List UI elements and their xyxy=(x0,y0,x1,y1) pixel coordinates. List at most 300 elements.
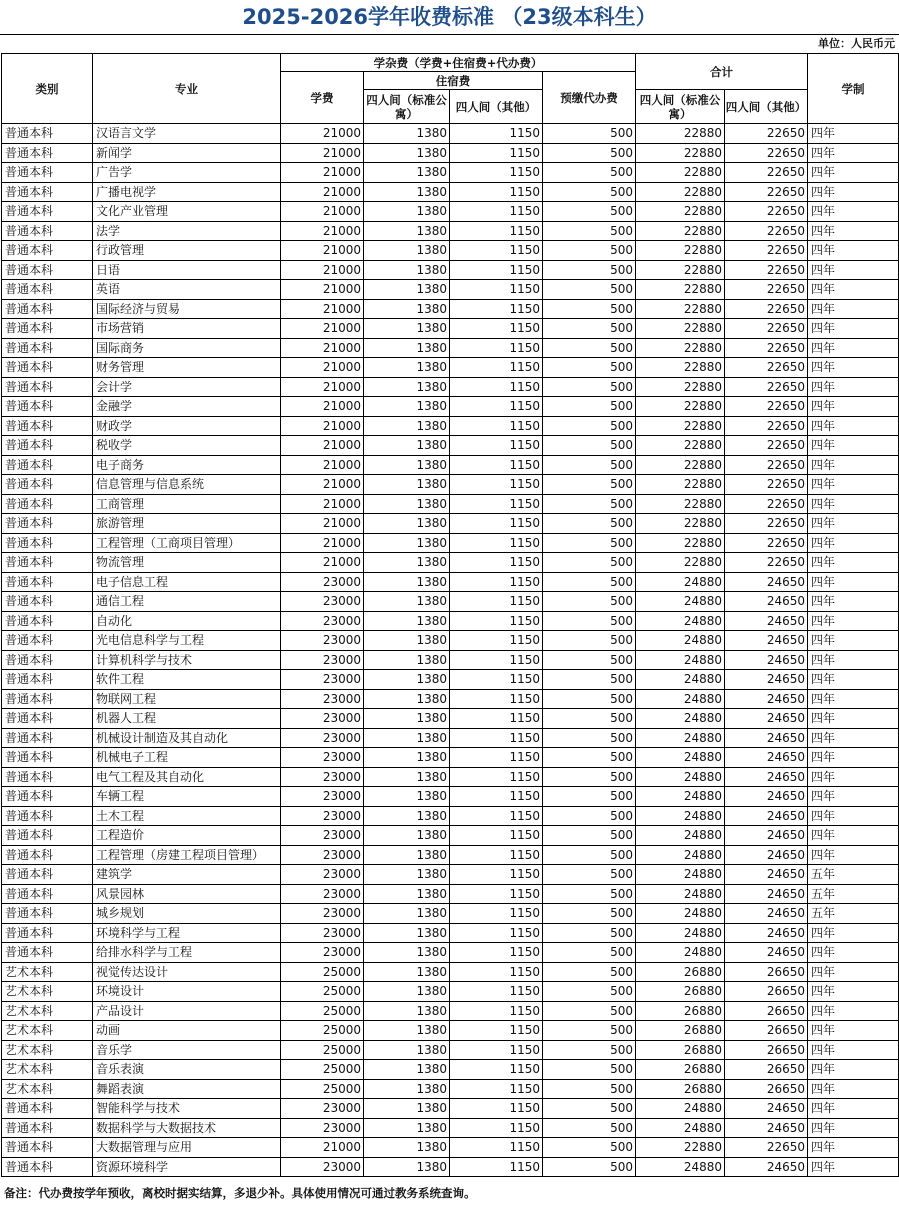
dorm-other-cell: 1150 xyxy=(450,1021,543,1041)
tuition-cell: 23000 xyxy=(281,1157,364,1177)
table-row xyxy=(2,475,899,495)
total-other-cell: 24650 xyxy=(725,689,808,709)
major-cell: 环境设计 xyxy=(93,982,281,1002)
dorm-other-cell: 1150 xyxy=(450,533,543,553)
dorm-other-cell: 1150 xyxy=(450,728,543,748)
category-cell: 普通本科 xyxy=(2,299,93,319)
tuition-cell: 21000 xyxy=(281,338,364,358)
major-cell: 机械电子工程 xyxy=(93,748,281,768)
dorm-standard-cell: 1380 xyxy=(364,260,450,280)
total-other-cell: 22650 xyxy=(725,299,808,319)
major-cell: 舞蹈表演 xyxy=(93,1079,281,1099)
tuition-cell: 21000 xyxy=(281,533,364,553)
tuition-cell: 21000 xyxy=(281,475,364,495)
category-cell: 普通本科 xyxy=(2,1157,93,1177)
table-row xyxy=(2,904,899,924)
dorm-standard-cell: 1380 xyxy=(364,650,450,670)
duration-cell: 四年 xyxy=(808,923,899,943)
total-standard-cell: 24880 xyxy=(636,670,725,690)
duration-cell: 四年 xyxy=(808,1060,899,1080)
dorm-standard-cell: 1380 xyxy=(364,611,450,631)
dorm-standard-cell: 1380 xyxy=(364,416,450,436)
category-cell: 艺术本科 xyxy=(2,1060,93,1080)
header-duration: 学制 xyxy=(808,54,899,124)
prepaid-cell: 500 xyxy=(543,1138,636,1158)
table-row xyxy=(2,670,899,690)
total-other-cell: 22650 xyxy=(725,260,808,280)
dorm-standard-cell: 1380 xyxy=(364,767,450,787)
dorm-other-cell: 1150 xyxy=(450,124,543,144)
total-other-cell: 24650 xyxy=(725,826,808,846)
table-row xyxy=(2,923,899,943)
category-cell: 普通本科 xyxy=(2,260,93,280)
major-cell: 汉语言文学 xyxy=(93,124,281,144)
prepaid-cell: 500 xyxy=(543,865,636,885)
total-standard-cell: 24880 xyxy=(636,631,725,651)
category-cell: 普通本科 xyxy=(2,767,93,787)
tuition-cell: 25000 xyxy=(281,1040,364,1060)
total-other-cell: 24650 xyxy=(725,1099,808,1119)
total-other-cell: 22650 xyxy=(725,221,808,241)
dorm-other-cell: 1150 xyxy=(450,650,543,670)
category-cell: 普通本科 xyxy=(2,748,93,768)
category-cell: 普通本科 xyxy=(2,163,93,183)
prepaid-cell: 500 xyxy=(543,904,636,924)
header-dorm: 住宿费 xyxy=(364,72,543,90)
total-standard-cell: 22880 xyxy=(636,338,725,358)
dorm-standard-cell: 1380 xyxy=(364,1001,450,1021)
major-cell: 广告学 xyxy=(93,163,281,183)
total-standard-cell: 24880 xyxy=(636,611,725,631)
total-standard-cell: 22880 xyxy=(636,475,725,495)
tuition-cell: 23000 xyxy=(281,923,364,943)
category-cell: 普通本科 xyxy=(2,709,93,729)
prepaid-cell: 500 xyxy=(543,1021,636,1041)
total-other-cell: 24650 xyxy=(725,865,808,885)
header-total-standard: 四人间（标准公寓） xyxy=(636,90,725,124)
category-cell: 普通本科 xyxy=(2,650,93,670)
table-row xyxy=(2,982,899,1002)
dorm-standard-cell: 1380 xyxy=(364,709,450,729)
tuition-cell: 25000 xyxy=(281,1079,364,1099)
table-row xyxy=(2,1157,899,1177)
dorm-other-cell: 1150 xyxy=(450,592,543,612)
tuition-cell: 21000 xyxy=(281,358,364,378)
tuition-cell: 23000 xyxy=(281,943,364,963)
total-standard-cell: 24880 xyxy=(636,1157,725,1177)
total-other-cell: 26650 xyxy=(725,962,808,982)
duration-cell: 四年 xyxy=(808,124,899,144)
total-standard-cell: 22880 xyxy=(636,358,725,378)
prepaid-cell: 500 xyxy=(543,319,636,339)
dorm-standard-cell: 1380 xyxy=(364,826,450,846)
total-other-cell: 22650 xyxy=(725,416,808,436)
table-row xyxy=(2,163,899,183)
total-standard-cell: 26880 xyxy=(636,1060,725,1080)
tuition-cell: 21000 xyxy=(281,124,364,144)
dorm-other-cell: 1150 xyxy=(450,884,543,904)
duration-cell: 四年 xyxy=(808,611,899,631)
tuition-cell: 23000 xyxy=(281,826,364,846)
duration-cell: 四年 xyxy=(808,475,899,495)
major-cell: 电子信息工程 xyxy=(93,572,281,592)
table-row xyxy=(2,845,899,865)
table-row xyxy=(2,1079,899,1099)
major-cell: 新闻学 xyxy=(93,143,281,163)
table-row xyxy=(2,728,899,748)
tuition-cell: 23000 xyxy=(281,670,364,690)
prepaid-cell: 500 xyxy=(543,163,636,183)
dorm-other-cell: 1150 xyxy=(450,1157,543,1177)
duration-cell: 四年 xyxy=(808,689,899,709)
category-cell: 普通本科 xyxy=(2,845,93,865)
total-other-cell: 22650 xyxy=(725,241,808,261)
prepaid-cell: 500 xyxy=(543,377,636,397)
table-row xyxy=(2,787,899,807)
dorm-standard-cell: 1380 xyxy=(364,572,450,592)
total-standard-cell: 24880 xyxy=(636,728,725,748)
category-cell: 普通本科 xyxy=(2,416,93,436)
duration-cell: 四年 xyxy=(808,631,899,651)
duration-cell: 五年 xyxy=(808,884,899,904)
prepaid-cell: 500 xyxy=(543,1118,636,1138)
table-row xyxy=(2,260,899,280)
prepaid-cell: 500 xyxy=(543,260,636,280)
total-other-cell: 22650 xyxy=(725,202,808,222)
prepaid-cell: 500 xyxy=(543,221,636,241)
major-cell: 数据科学与大数据技术 xyxy=(93,1118,281,1138)
prepaid-cell: 500 xyxy=(543,611,636,631)
total-standard-cell: 26880 xyxy=(636,1040,725,1060)
table-row xyxy=(2,221,899,241)
dorm-standard-cell: 1380 xyxy=(364,319,450,339)
major-cell: 智能科学与技术 xyxy=(93,1099,281,1119)
tuition-cell: 25000 xyxy=(281,1021,364,1041)
total-standard-cell: 26880 xyxy=(636,1021,725,1041)
dorm-other-cell: 1150 xyxy=(450,475,543,495)
total-other-cell: 24650 xyxy=(725,943,808,963)
total-standard-cell: 22880 xyxy=(636,124,725,144)
table-row xyxy=(2,416,899,436)
duration-cell: 四年 xyxy=(808,1157,899,1177)
tuition-cell: 21000 xyxy=(281,514,364,534)
duration-cell: 四年 xyxy=(808,962,899,982)
dorm-other-cell: 1150 xyxy=(450,299,543,319)
major-cell: 财务管理 xyxy=(93,358,281,378)
prepaid-cell: 500 xyxy=(543,475,636,495)
duration-cell: 四年 xyxy=(808,806,899,826)
duration-cell: 四年 xyxy=(808,221,899,241)
total-standard-cell: 24880 xyxy=(636,709,725,729)
category-cell: 普通本科 xyxy=(2,221,93,241)
total-other-cell: 22650 xyxy=(725,397,808,417)
category-cell: 普通本科 xyxy=(2,358,93,378)
dorm-other-cell: 1150 xyxy=(450,202,543,222)
tuition-cell: 25000 xyxy=(281,1001,364,1021)
dorm-other-cell: 1150 xyxy=(450,260,543,280)
dorm-other-cell: 1150 xyxy=(450,494,543,514)
table-row xyxy=(2,358,899,378)
major-cell: 旅游管理 xyxy=(93,514,281,534)
duration-cell: 四年 xyxy=(808,787,899,807)
total-standard-cell: 26880 xyxy=(636,962,725,982)
major-cell: 光电信息科学与工程 xyxy=(93,631,281,651)
major-cell: 工程管理（工商项目管理） xyxy=(93,533,281,553)
dorm-other-cell: 1150 xyxy=(450,943,543,963)
category-cell: 普通本科 xyxy=(2,943,93,963)
dorm-standard-cell: 1380 xyxy=(364,533,450,553)
dorm-other-cell: 1150 xyxy=(450,1099,543,1119)
table-row xyxy=(2,280,899,300)
tuition-cell: 23000 xyxy=(281,845,364,865)
major-cell: 信息管理与信息系统 xyxy=(93,475,281,495)
dorm-standard-cell: 1380 xyxy=(364,163,450,183)
total-standard-cell: 22880 xyxy=(636,143,725,163)
table-row xyxy=(2,767,899,787)
dorm-standard-cell: 1380 xyxy=(364,1060,450,1080)
category-cell: 普通本科 xyxy=(2,338,93,358)
total-other-cell: 26650 xyxy=(725,1040,808,1060)
prepaid-cell: 500 xyxy=(543,748,636,768)
duration-cell: 四年 xyxy=(808,845,899,865)
category-cell: 普通本科 xyxy=(2,1099,93,1119)
major-cell: 文化产业管理 xyxy=(93,202,281,222)
category-cell: 普通本科 xyxy=(2,436,93,456)
total-other-cell: 24650 xyxy=(725,728,808,748)
prepaid-cell: 500 xyxy=(543,650,636,670)
tuition-cell: 25000 xyxy=(281,1060,364,1080)
total-other-cell: 24650 xyxy=(725,709,808,729)
total-other-cell: 24650 xyxy=(725,611,808,631)
tuition-cell: 23000 xyxy=(281,1099,364,1119)
table-row xyxy=(2,338,899,358)
category-cell: 普通本科 xyxy=(2,1118,93,1138)
total-standard-cell: 22880 xyxy=(636,182,725,202)
total-other-cell: 26650 xyxy=(725,1021,808,1041)
major-cell: 环境科学与工程 xyxy=(93,923,281,943)
prepaid-cell: 500 xyxy=(543,143,636,163)
major-cell: 工程管理（房建工程项目管理） xyxy=(93,845,281,865)
total-other-cell: 22650 xyxy=(725,553,808,573)
category-cell: 普通本科 xyxy=(2,494,93,514)
dorm-other-cell: 1150 xyxy=(450,436,543,456)
dorm-standard-cell: 1380 xyxy=(364,436,450,456)
tuition-cell: 25000 xyxy=(281,982,364,1002)
major-cell: 城乡规划 xyxy=(93,904,281,924)
dorm-standard-cell: 1380 xyxy=(364,728,450,748)
tuition-cell: 23000 xyxy=(281,709,364,729)
duration-cell: 四年 xyxy=(808,338,899,358)
table-row xyxy=(2,631,899,651)
tuition-cell: 23000 xyxy=(281,865,364,885)
tuition-cell: 23000 xyxy=(281,767,364,787)
prepaid-cell: 500 xyxy=(543,806,636,826)
major-cell: 音乐学 xyxy=(93,1040,281,1060)
category-cell: 普通本科 xyxy=(2,514,93,534)
duration-cell: 四年 xyxy=(808,553,899,573)
category-cell: 普通本科 xyxy=(2,728,93,748)
duration-cell: 四年 xyxy=(808,709,899,729)
major-cell: 广播电视学 xyxy=(93,182,281,202)
duration-cell: 四年 xyxy=(808,202,899,222)
total-standard-cell: 24880 xyxy=(636,572,725,592)
fee-table xyxy=(1,53,899,1177)
major-cell: 软件工程 xyxy=(93,670,281,690)
total-standard-cell: 24880 xyxy=(636,943,725,963)
table-row xyxy=(2,1040,899,1060)
prepaid-cell: 500 xyxy=(543,514,636,534)
total-standard-cell: 24880 xyxy=(636,845,725,865)
total-standard-cell: 22880 xyxy=(636,553,725,573)
duration-cell: 四年 xyxy=(808,397,899,417)
prepaid-cell: 500 xyxy=(543,962,636,982)
major-cell: 市场营销 xyxy=(93,319,281,339)
table-row xyxy=(2,514,899,534)
total-other-cell: 22650 xyxy=(725,436,808,456)
header-prepaid: 预缴代办费 xyxy=(543,72,636,124)
duration-cell: 四年 xyxy=(808,494,899,514)
tuition-cell: 23000 xyxy=(281,650,364,670)
tuition-cell: 21000 xyxy=(281,319,364,339)
dorm-standard-cell: 1380 xyxy=(364,962,450,982)
dorm-other-cell: 1150 xyxy=(450,280,543,300)
total-standard-cell: 24880 xyxy=(636,865,725,885)
tuition-cell: 21000 xyxy=(281,143,364,163)
total-other-cell: 24650 xyxy=(725,767,808,787)
dorm-standard-cell: 1380 xyxy=(364,182,450,202)
dorm-standard-cell: 1380 xyxy=(364,553,450,573)
total-other-cell: 26650 xyxy=(725,1079,808,1099)
tuition-cell: 23000 xyxy=(281,1118,364,1138)
duration-cell: 四年 xyxy=(808,163,899,183)
category-cell: 艺术本科 xyxy=(2,1040,93,1060)
category-cell: 普通本科 xyxy=(2,806,93,826)
major-cell: 国际商务 xyxy=(93,338,281,358)
duration-cell: 四年 xyxy=(808,982,899,1002)
total-other-cell: 22650 xyxy=(725,358,808,378)
prepaid-cell: 500 xyxy=(543,533,636,553)
dorm-standard-cell: 1380 xyxy=(364,124,450,144)
table-row xyxy=(2,1099,899,1119)
major-cell: 英语 xyxy=(93,280,281,300)
prepaid-cell: 500 xyxy=(543,397,636,417)
major-cell: 风景园林 xyxy=(93,884,281,904)
dorm-standard-cell: 1380 xyxy=(364,865,450,885)
prepaid-cell: 500 xyxy=(543,416,636,436)
total-standard-cell: 22880 xyxy=(636,397,725,417)
dorm-standard-cell: 1380 xyxy=(364,202,450,222)
dorm-other-cell: 1150 xyxy=(450,319,543,339)
tuition-cell: 23000 xyxy=(281,806,364,826)
total-standard-cell: 22880 xyxy=(636,455,725,475)
dorm-standard-cell: 1380 xyxy=(364,806,450,826)
category-cell: 普通本科 xyxy=(2,631,93,651)
tuition-cell: 21000 xyxy=(281,1138,364,1158)
dorm-other-cell: 1150 xyxy=(450,631,543,651)
table-row xyxy=(2,748,899,768)
total-other-cell: 24650 xyxy=(725,650,808,670)
dorm-standard-cell: 1380 xyxy=(364,592,450,612)
table-row xyxy=(2,553,899,573)
category-cell: 普通本科 xyxy=(2,124,93,144)
category-cell: 艺术本科 xyxy=(2,1021,93,1041)
major-cell: 车辆工程 xyxy=(93,787,281,807)
total-standard-cell: 24880 xyxy=(636,826,725,846)
dorm-standard-cell: 1380 xyxy=(364,338,450,358)
table-row xyxy=(2,397,899,417)
total-other-cell: 24650 xyxy=(725,884,808,904)
category-cell: 普通本科 xyxy=(2,904,93,924)
tuition-cell: 23000 xyxy=(281,631,364,651)
dorm-standard-cell: 1380 xyxy=(364,514,450,534)
tuition-cell: 23000 xyxy=(281,748,364,768)
total-standard-cell: 24880 xyxy=(636,923,725,943)
duration-cell: 四年 xyxy=(808,572,899,592)
total-other-cell: 22650 xyxy=(725,1138,808,1158)
total-standard-cell: 22880 xyxy=(636,377,725,397)
dorm-standard-cell: 1380 xyxy=(364,241,450,261)
dorm-other-cell: 1150 xyxy=(450,1138,543,1158)
total-standard-cell: 24880 xyxy=(636,592,725,612)
table-row xyxy=(2,572,899,592)
duration-cell: 四年 xyxy=(808,1040,899,1060)
currency-unit: 单位：人民币元 xyxy=(0,34,899,53)
major-cell: 动画 xyxy=(93,1021,281,1041)
tuition-cell: 21000 xyxy=(281,299,364,319)
total-standard-cell: 24880 xyxy=(636,767,725,787)
table-row xyxy=(2,826,899,846)
total-standard-cell: 24880 xyxy=(636,650,725,670)
duration-cell: 四年 xyxy=(808,826,899,846)
tuition-cell: 23000 xyxy=(281,787,364,807)
total-standard-cell: 24880 xyxy=(636,689,725,709)
total-other-cell: 24650 xyxy=(725,748,808,768)
category-cell: 普通本科 xyxy=(2,455,93,475)
prepaid-cell: 500 xyxy=(543,826,636,846)
duration-cell: 四年 xyxy=(808,260,899,280)
major-cell: 日语 xyxy=(93,260,281,280)
duration-cell: 四年 xyxy=(808,1138,899,1158)
major-cell: 工商管理 xyxy=(93,494,281,514)
major-cell: 电气工程及其自动化 xyxy=(93,767,281,787)
total-standard-cell: 24880 xyxy=(636,1099,725,1119)
category-cell: 普通本科 xyxy=(2,533,93,553)
table-row xyxy=(2,650,899,670)
dorm-standard-cell: 1380 xyxy=(364,358,450,378)
total-standard-cell: 22880 xyxy=(636,221,725,241)
tuition-cell: 23000 xyxy=(281,884,364,904)
category-cell: 普通本科 xyxy=(2,572,93,592)
dorm-other-cell: 1150 xyxy=(450,1118,543,1138)
total-standard-cell: 24880 xyxy=(636,806,725,826)
total-other-cell: 24650 xyxy=(725,1157,808,1177)
prepaid-cell: 500 xyxy=(543,1060,636,1080)
duration-cell: 四年 xyxy=(808,280,899,300)
dorm-standard-cell: 1380 xyxy=(364,982,450,1002)
table-row xyxy=(2,806,899,826)
major-cell: 金融学 xyxy=(93,397,281,417)
table-row xyxy=(2,319,899,339)
table-row xyxy=(2,143,899,163)
major-cell: 资源环境科学 xyxy=(93,1157,281,1177)
dorm-other-cell: 1150 xyxy=(450,689,543,709)
dorm-standard-cell: 1380 xyxy=(364,923,450,943)
total-other-cell: 24650 xyxy=(725,572,808,592)
table-row xyxy=(2,1021,899,1041)
tuition-cell: 21000 xyxy=(281,397,364,417)
prepaid-cell: 500 xyxy=(543,124,636,144)
tuition-cell: 21000 xyxy=(281,221,364,241)
